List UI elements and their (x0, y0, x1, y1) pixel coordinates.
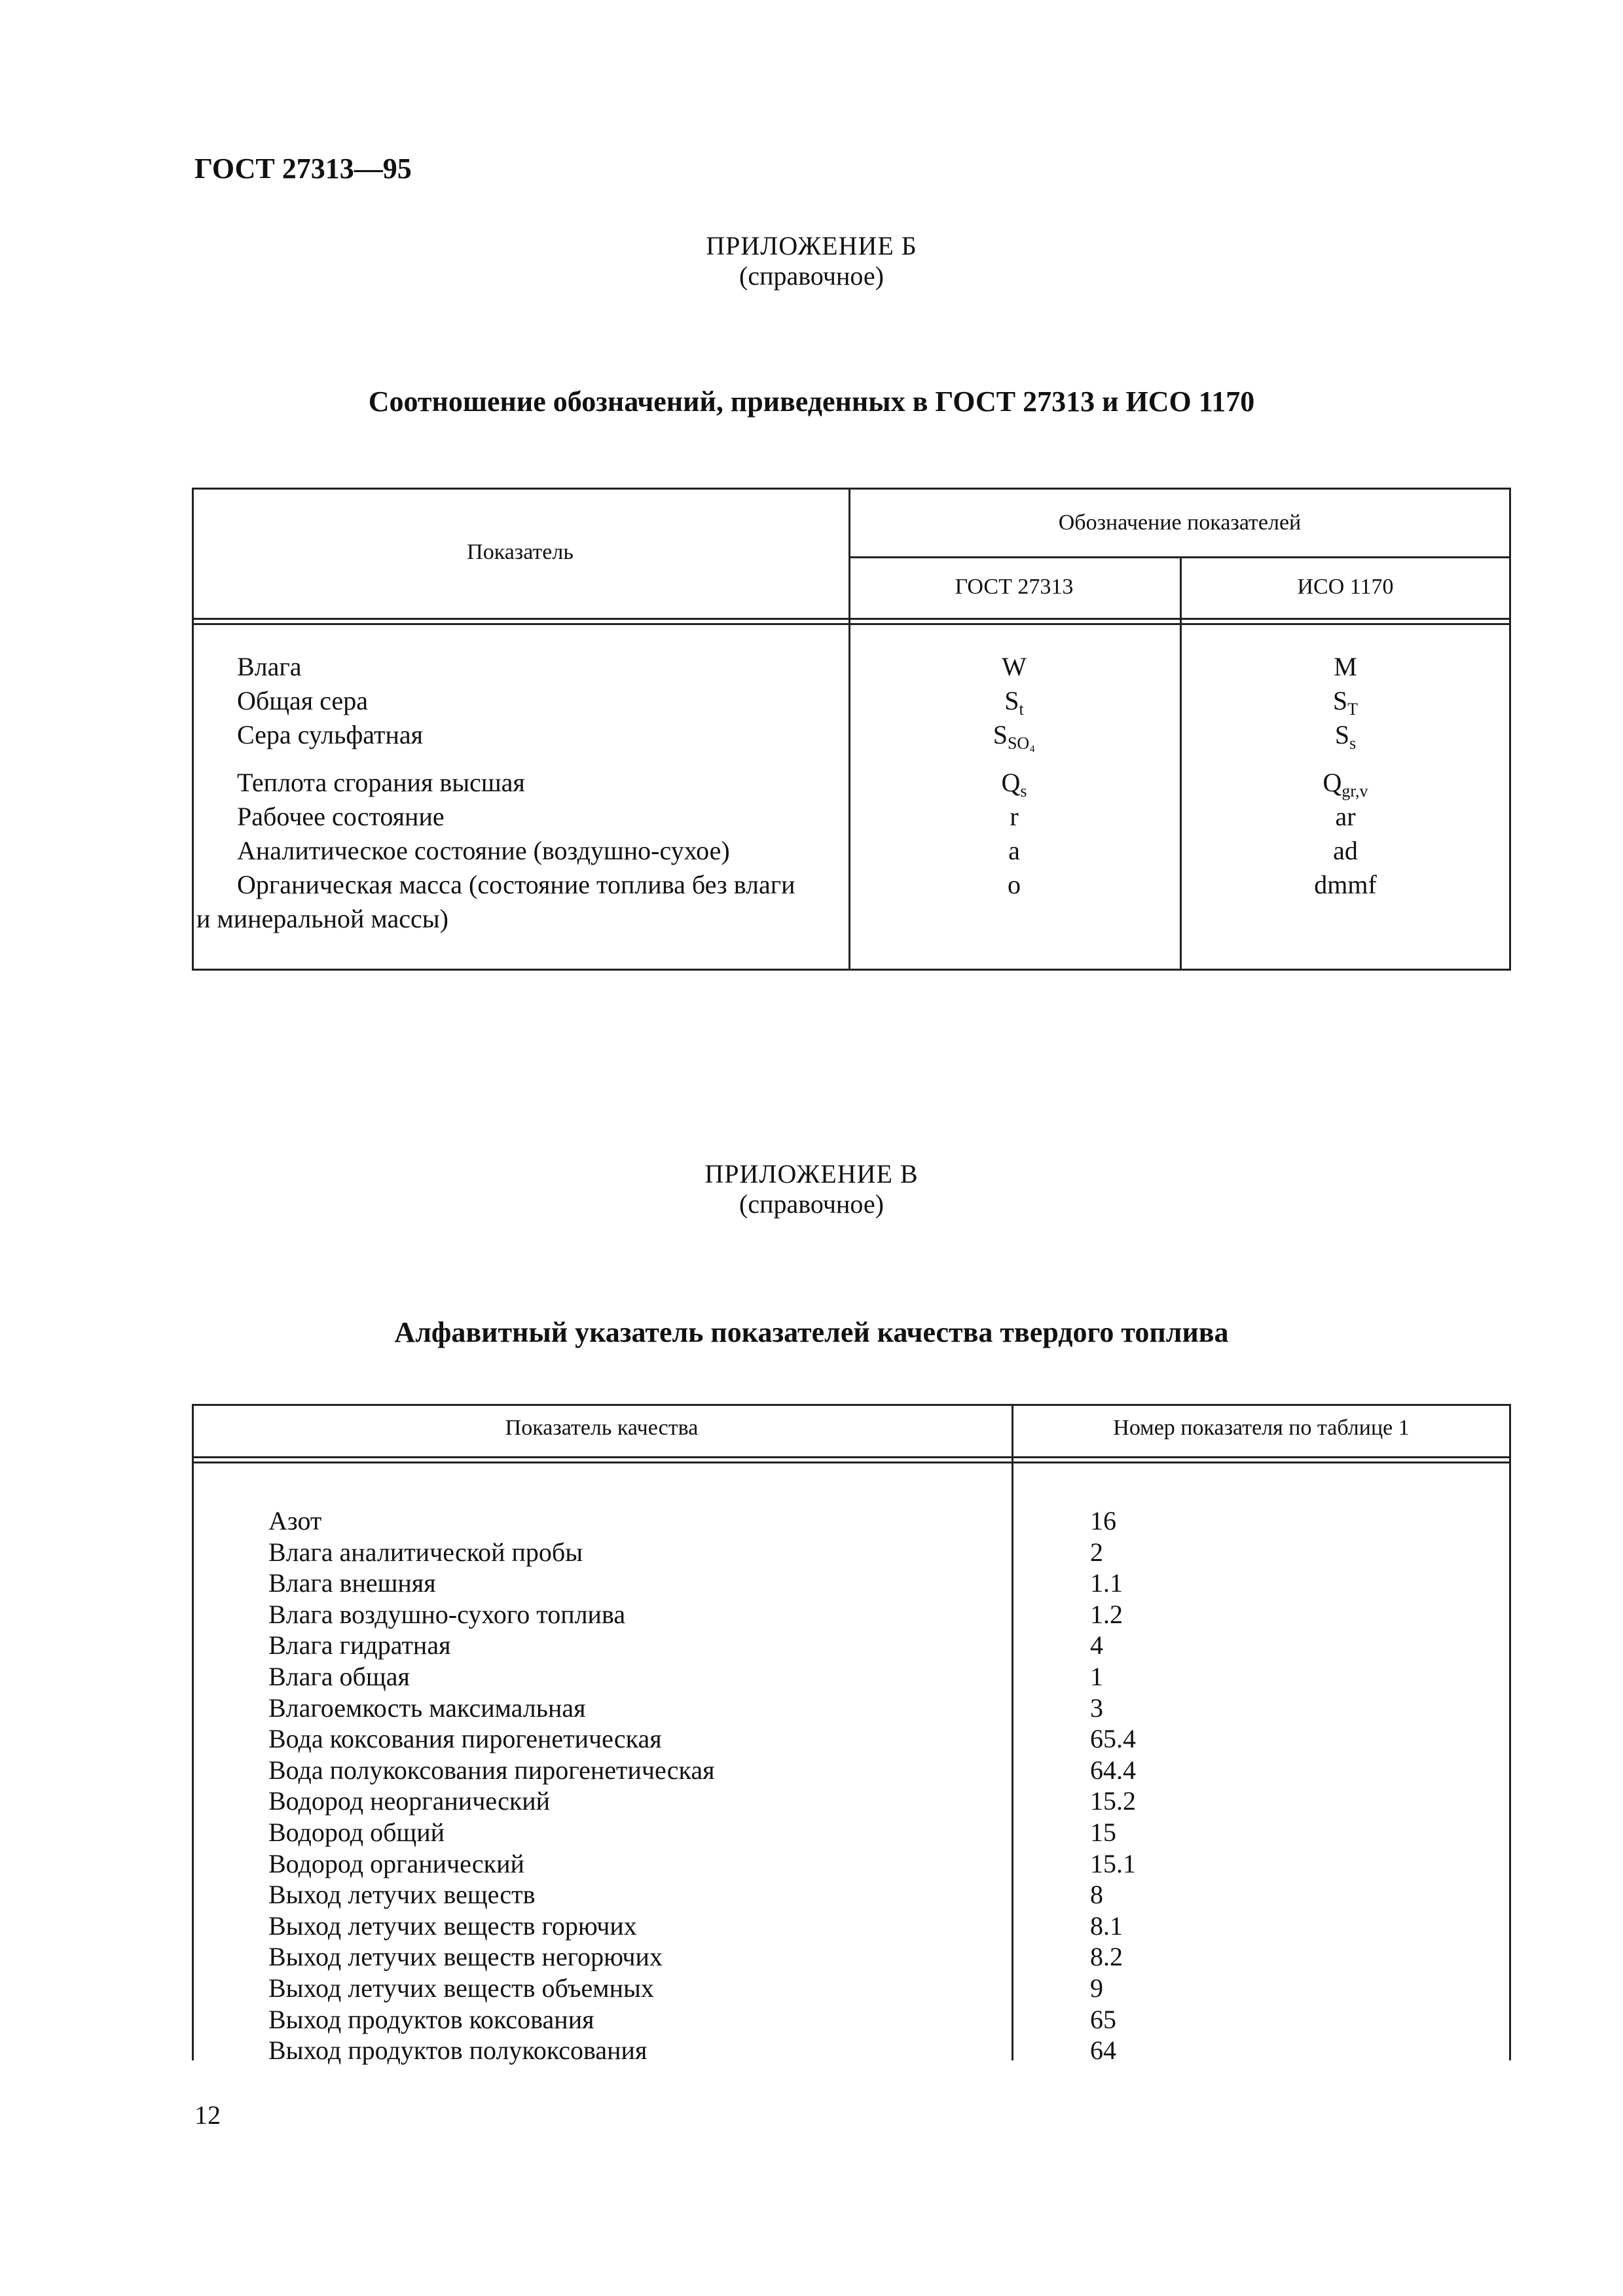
table-cell-indicator-name: Общая сера (237, 686, 368, 715)
document-id: ГОСТ 27313—95 (194, 152, 412, 185)
symbol-letter: ar (1335, 802, 1356, 831)
index-row-name: Выход летучих веществ негорючих (268, 1942, 663, 1971)
index-row-number: 8 (1090, 1880, 1103, 1909)
table-right-border (1509, 1404, 1511, 2060)
column-header-iso: ИСО 1170 (1297, 575, 1394, 599)
symbol-letter: dmmf (1314, 870, 1377, 899)
table-cell-iso-symbol (1180, 650, 1511, 684)
symbol-letter: S (1334, 720, 1350, 749)
table-cell-iso-symbol (1180, 834, 1511, 868)
index-row-name: Влага общая (268, 1662, 410, 1691)
symbol-letter: S (993, 720, 1008, 749)
table-header-divider (192, 623, 1511, 625)
index-row-name: Выход летучих веществ горючих (268, 1911, 637, 1941)
table-header-divider (192, 1462, 1511, 1463)
index-row-name: Водород общий (268, 1818, 445, 1847)
symbol-letter: Q (1322, 768, 1342, 797)
index-row-number: 9 (1090, 1973, 1103, 2003)
table-cell-iso-symbol (1180, 766, 1511, 800)
column-header-indicator: Показатель (467, 540, 574, 564)
index-row-name: Выход продуктов полукоксования (268, 2036, 647, 2065)
table-cell-indicator-name: Рабочее состояние (237, 802, 445, 831)
table-header-divider (192, 618, 1511, 620)
index-row-name: Вода полукоксования пирогенетическая (268, 1755, 715, 1785)
page-number: 12 (194, 2100, 221, 2130)
symbol-letter: r (1010, 802, 1019, 831)
symbol-subscript: gr,v (1341, 781, 1368, 800)
symbol-subscript: s (1020, 781, 1027, 800)
symbol-subscript: SO₄ (1007, 734, 1036, 753)
index-row-number: 16 (1090, 1506, 1116, 1535)
table-cell-iso-symbol (1180, 684, 1511, 718)
column-header-quality-indicator: Показатель качества (505, 1416, 699, 1440)
index-row-name: Водород органический (268, 1849, 524, 1878)
index-row-number: 65 (1090, 2005, 1116, 2034)
index-row-number: 65.4 (1090, 1724, 1136, 1753)
table-cell-gost-symbol (848, 718, 1180, 752)
table-cell-gost-symbol (848, 868, 1180, 902)
table-cell-indicator-name: Теплота сгорания высшая (237, 768, 525, 797)
table-cell-gost-symbol (848, 684, 1180, 718)
symbol-letter: Q (1001, 768, 1021, 797)
table-cell-iso-symbol (1180, 868, 1511, 902)
symbol-subscript: s (1349, 734, 1357, 753)
appendix-c-subtitle: (справочное) (739, 1189, 884, 1219)
index-row-number: 15 (1090, 1818, 1116, 1847)
symbol-letter: ad (1333, 836, 1358, 865)
symbol-letter: S (1004, 686, 1019, 715)
index-row-number: 4 (1090, 1630, 1103, 1660)
symbol-subscript: T (1347, 700, 1359, 719)
index-row-name: Влага аналитической пробы (268, 1537, 583, 1567)
column-header-designations: Обозначение показателей (1058, 511, 1302, 535)
index-row-number: 1.2 (1090, 1600, 1123, 1629)
table-cell-indicator-name: Аналитическое состояние (воздушно-сухое) (237, 836, 730, 865)
column-header-indicator-number: Номер показателя по таблице 1 (1113, 1416, 1410, 1440)
index-row-name: Выход летучих веществ объемных (268, 1973, 654, 2003)
appendix-c-title: ПРИЛОЖЕНИЕ В (704, 1159, 919, 1189)
index-row-number: 2 (1090, 1537, 1103, 1567)
symbol-subscript: t (1019, 700, 1024, 719)
index-row-number: 1.1 (1090, 1568, 1123, 1598)
index-row-number: 1 (1090, 1662, 1103, 1691)
index-row-number: 64.4 (1090, 1755, 1136, 1785)
index-row-name: Влагоемкость максимальная (268, 1693, 586, 1723)
index-row-name: Выход летучих веществ (268, 1880, 536, 1909)
index-row-number: 8.2 (1090, 1942, 1123, 1971)
table-cell-iso-symbol (1180, 718, 1511, 752)
appendix-c-section-title: Алфавитный указатель показателей качества твердого топлива (394, 1316, 1229, 1348)
table-divider (1012, 1404, 1013, 2060)
symbol-letter: W (1002, 652, 1027, 681)
index-row-number: 15.2 (1090, 1786, 1136, 1816)
table-cell-iso-symbol (1180, 800, 1511, 834)
index-row-name: Влага воздушно-сухого топлива (268, 1600, 626, 1629)
table-divider (848, 556, 1511, 558)
symbol-letter: S (1332, 686, 1348, 715)
table-cell-indicator-name: Влага (237, 652, 302, 681)
column-header-gost: ГОСТ 27313 (955, 575, 1074, 599)
table-cell-indicator-name: Сера сульфатная (237, 720, 424, 749)
symbol-letter: M (1334, 652, 1357, 681)
index-row-number: 3 (1090, 1693, 1103, 1723)
table-cell-gost-symbol (848, 650, 1180, 684)
table-cell-indicator-name-cont: и минеральной массы) (196, 904, 448, 933)
index-row-name: Выход продуктов коксования (268, 2005, 594, 2034)
table-cell-indicator-name: Органическая масса (состояние топлива без влаги (237, 870, 795, 899)
table-top-border (192, 1404, 1511, 1406)
index-row-name: Влага внешняя (268, 1568, 436, 1598)
appendix-b-title: ПРИЛОЖЕНИЕ Б (706, 231, 917, 260)
index-row-number: 64 (1090, 2036, 1116, 2065)
appendix-b-subtitle: (справочное) (739, 261, 884, 291)
appendix-b-section-title: Соотношение обозначений, приведенных в ГОСТ 27313 и ИСО 1170 (368, 386, 1255, 418)
index-row-name: Вода коксования пирогенетическая (268, 1724, 662, 1753)
index-row-number: 15.1 (1090, 1849, 1136, 1878)
symbol-letter: o (1008, 870, 1021, 899)
symbol-letter: a (1008, 836, 1020, 865)
index-row-name: Влага гидратная (268, 1630, 451, 1660)
index-row-number: 8.1 (1090, 1911, 1123, 1941)
index-row-name: Азот (268, 1506, 322, 1535)
index-row-name: Водород неорганический (268, 1786, 551, 1816)
table-cell-gost-symbol (848, 834, 1180, 868)
table-left-border (192, 1404, 194, 2060)
table-header-divider (192, 1456, 1511, 1458)
table-cell-gost-symbol (848, 800, 1180, 834)
table-cell-gost-symbol (848, 766, 1180, 800)
